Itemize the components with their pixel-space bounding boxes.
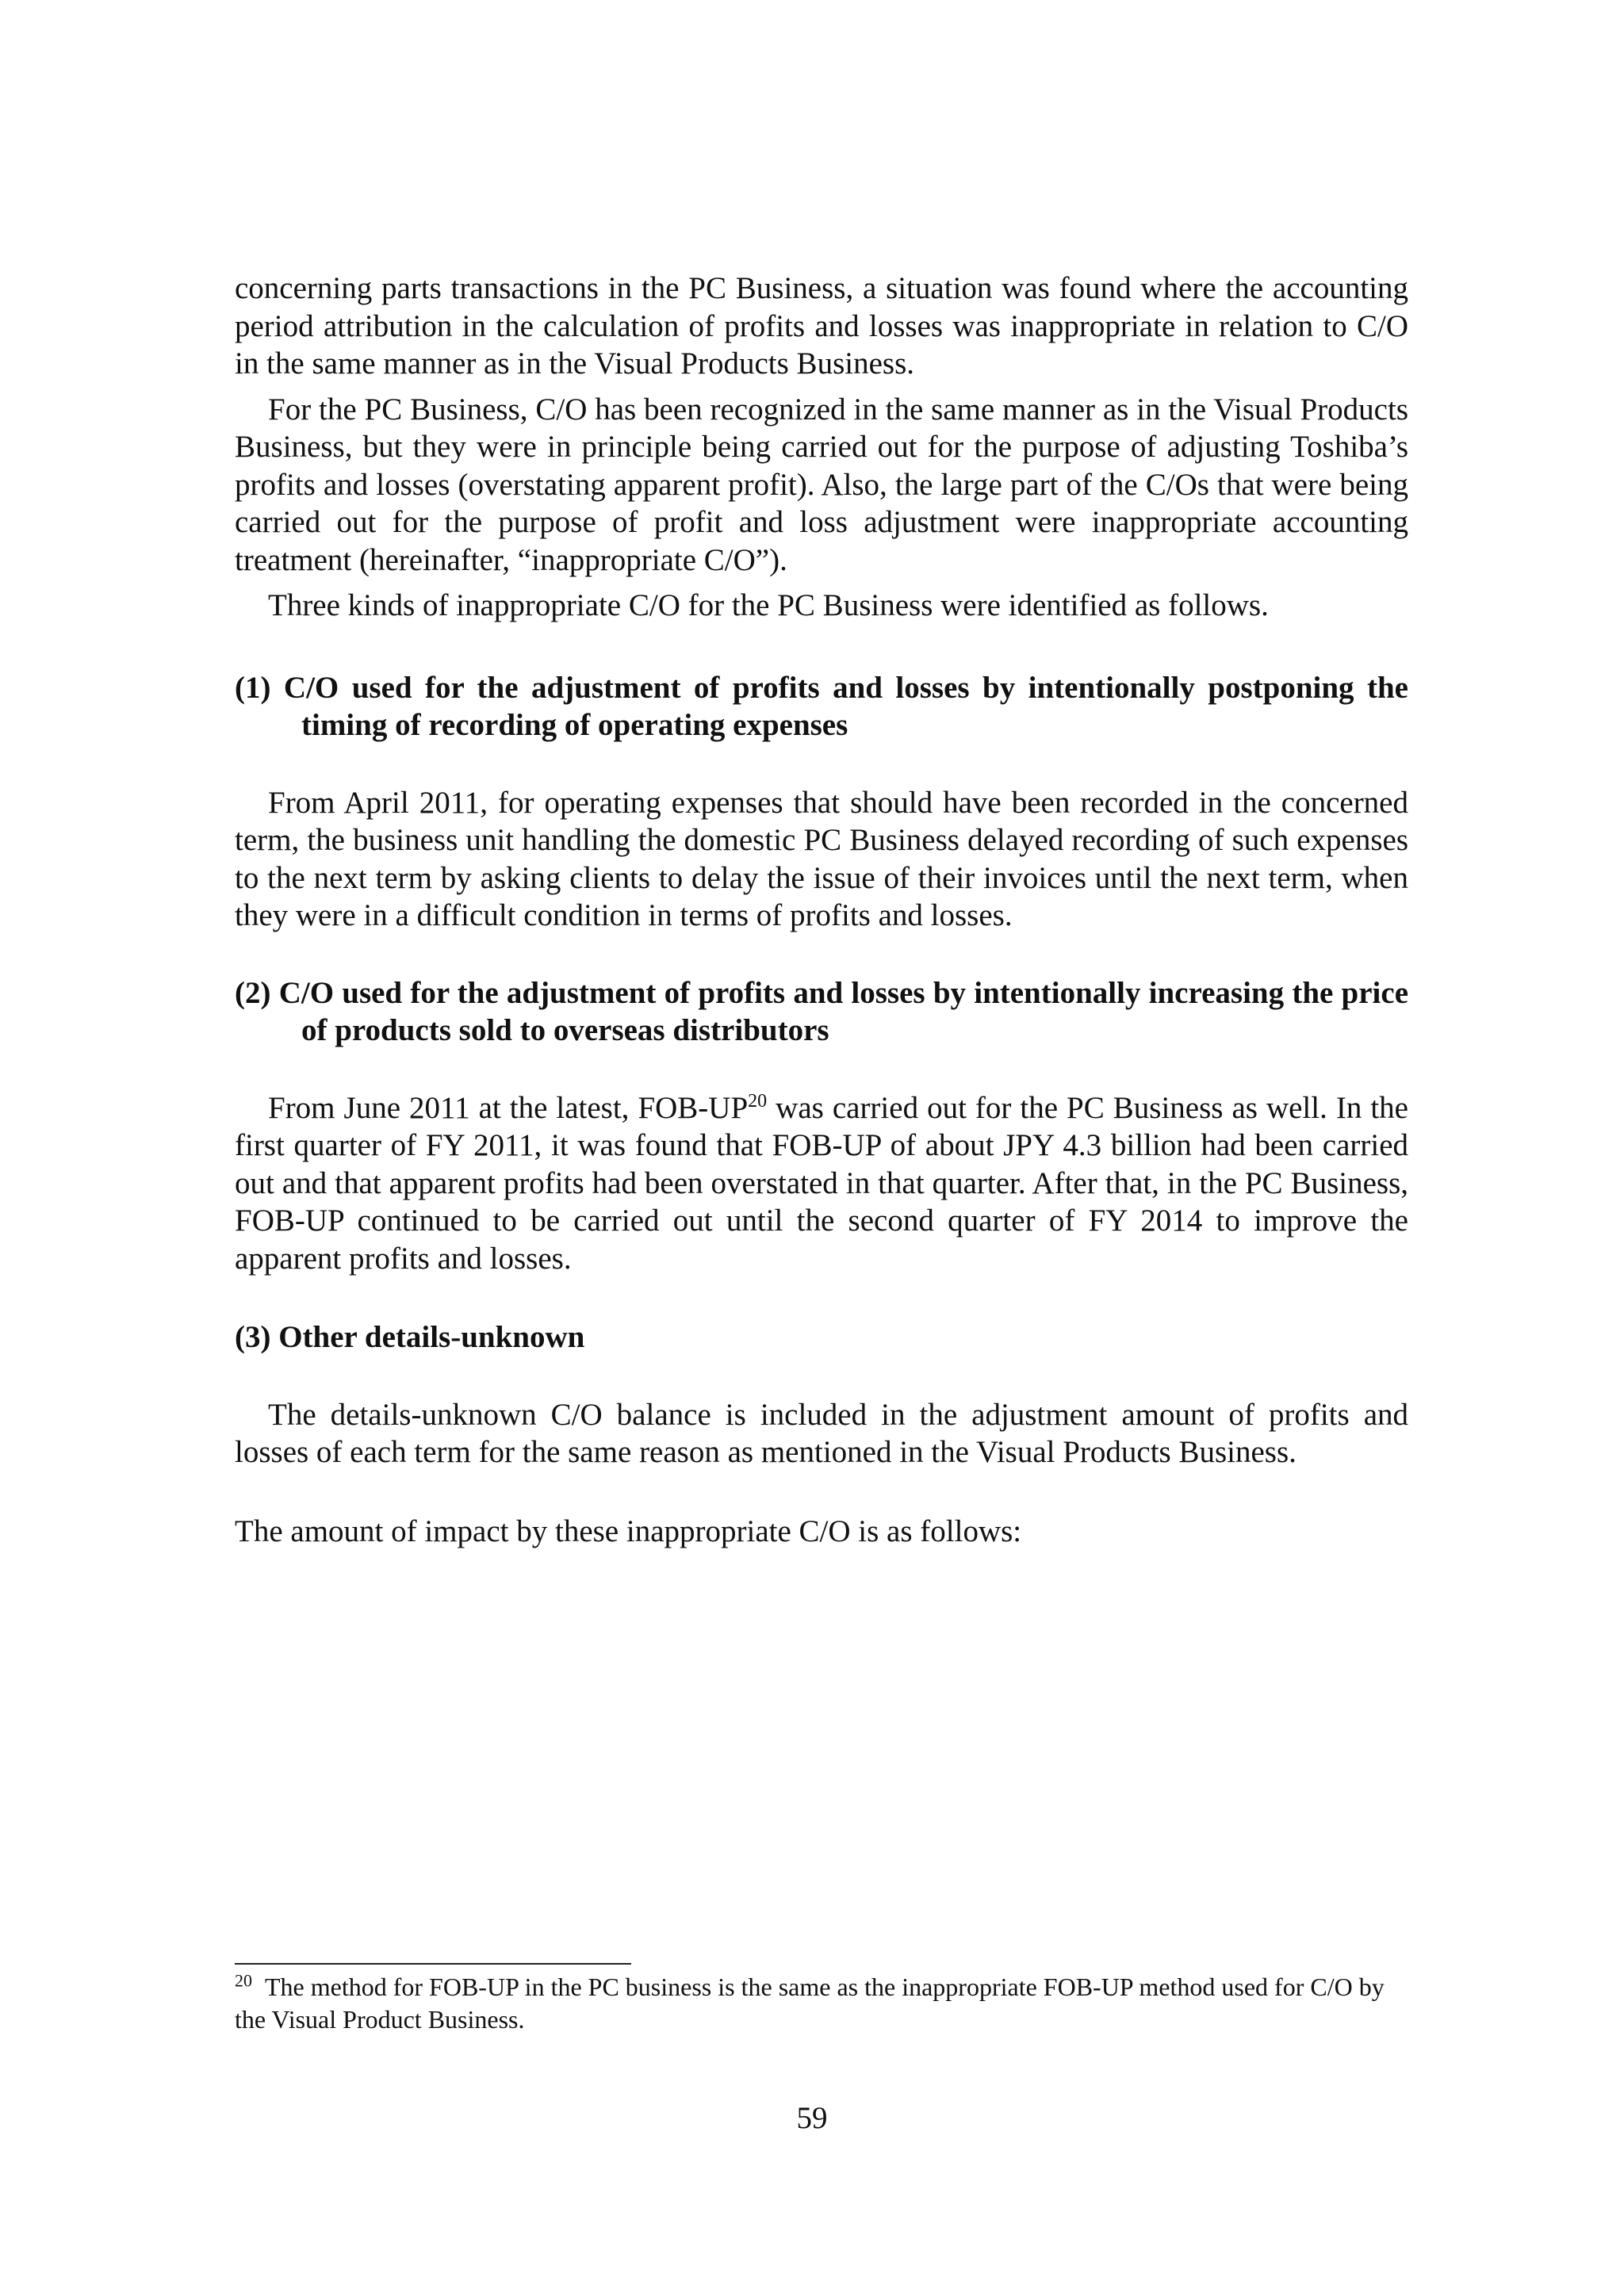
paragraph-pc-business-co: For the PC Business, C/O has been recognized in the same manner as in the Visual Products Business, but they were in principle being carried out for the purpose of adjusting Toshiba’s profits and losses (overstating apparent profit). Also, the large part of the C/Os that were being carried out for the purpose of profit and loss adjustment were inappropriate accounting treatment (hereinafter, “inappropriate C/O”). [235, 392, 1408, 577]
footnote-text: The method for FOB-UP in the PC business is the same as the inappropriate FOB-UP method used for C/O by the Visual Product Business. [235, 1973, 1385, 2034]
footnote-divider [235, 1963, 631, 1965]
footnote-number: 20 [235, 1970, 252, 1991]
page-number: 59 [796, 2101, 828, 2135]
footnote-reference: 20 [748, 1090, 768, 1112]
paragraph-continuation: concerning parts transactions in the PC Business, a situation was found where the accounting period attribution in the calculation of profits and losses was inappropriate in relation to C/O in the same manner as in the Visual Products Business. [235, 271, 1408, 381]
section-body-2-part-b: was carried out for the PC Business as well. In the first quarter of FY 2011, it was found that FOB-UP of about JPY 4.3 billion had been carried out and that apparent profits had been overstated in that quarter. After that, in the PC Business, FOB-UP continued to be carried out until the second quarter of FY 2014 to improve the apparent profits and losses. [235, 1090, 1408, 1276]
section-body-3: The details-unknown C/O balance is included in the adjustment amount of profits and losses of each term for the same reason as mentioned in the Visual Products Business. [235, 1397, 1408, 1469]
section-body-2-part-a: From June 2011 at the latest, FOB-UP [268, 1090, 749, 1125]
document-body [235, 270, 1408, 1550]
section-body-1: From April 2011, for operating expenses that should have been recorded in the concerned term, the business unit handling the domestic PC Business delayed recording of such expenses to the next term by asking clients to delay the issue of their invoices until the next term, when they were in a difficult condition in terms of profits and losses. [235, 785, 1408, 932]
paragraph-three-kinds: Three kinds of inappropriate C/O for the PC Business were identified as follows. [268, 588, 1269, 622]
closing-statement: The amount of impact by these inappropriate C/O is as follows: [235, 1513, 1022, 1548]
section-heading-1: (1) C/O used for the adjustment of profits and losses by intentionally postponing the timing of recording of operating expenses [235, 670, 1408, 742]
section-body-2 [235, 1089, 1408, 1278]
section-heading-2: (2) C/O used for the adjustment of profits and losses by intentionally increasing the price of products sold to overseas distributors [235, 975, 1408, 1047]
footnote [235, 1971, 1408, 2036]
section-heading-3: (3) Other details-unknown [235, 1320, 585, 1354]
